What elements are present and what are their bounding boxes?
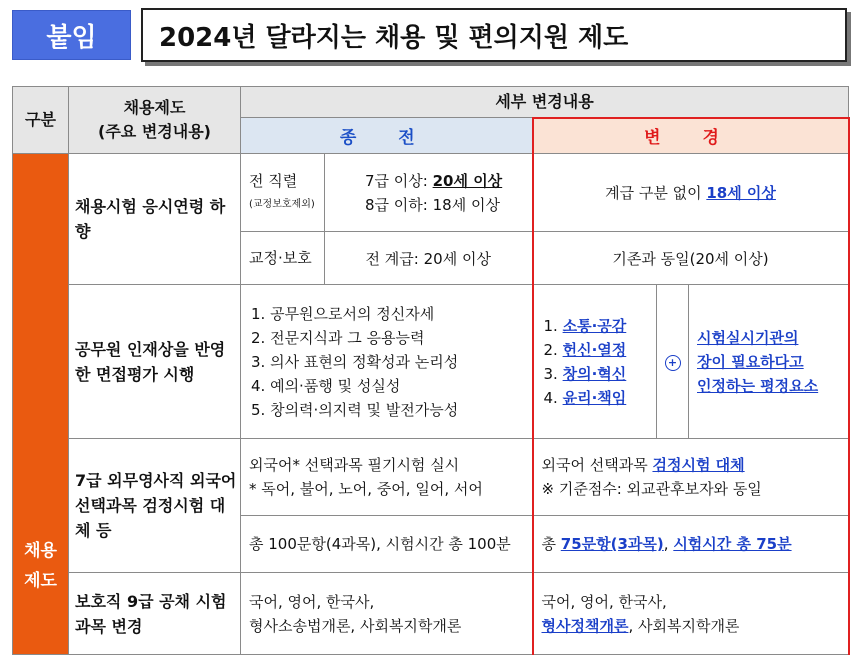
age-before-line1-em: 20세 이상 [432,171,503,190]
age-before-all [325,154,533,232]
header-detail: 세부 변경내용 [241,87,849,118]
language-after-2-c: (3과목) [610,535,664,553]
language-after-1-line2: ※ 기준점수: 외교관후보자와 동일 [541,480,762,498]
category-cell [13,154,69,655]
language-after-1 [533,439,849,516]
interview-before-item: 3. 의사 표현의 정확성과 논리성 [251,352,459,371]
language-after-2-e: 시험시간 총 75분 [673,535,792,553]
probation-after-line1: 국어, 영어, 한국사, [541,592,667,611]
group-all [241,154,325,232]
language-before-2: 총 100문항(4과목), 시험시간 총 100분 [241,516,533,573]
probation-after [533,573,849,655]
interview-after-item: 창의·혁신 [562,364,627,383]
language-before-1 [241,439,533,516]
language-after-1-em: 검정시험 대체 [652,456,745,474]
category-line1: 채용 [24,541,57,561]
age-before-line1-pre: 7급 이상: [365,171,433,190]
change-table-wrapper [12,86,850,655]
interview-extra-line: 장이 필요하다고 [697,352,804,371]
language-after-2-d: , [663,535,674,553]
age-after-correction: 기존과 동일(20세 이상) [533,232,849,285]
group-all-label: 전 직렬 [249,171,298,190]
age-before-line2: 8급 이하: 18세 이상 [365,195,500,214]
probation-after-em: 형사정책개론 [541,616,629,635]
age-before-correction: 전 계급: 20세 이상 [325,232,533,285]
interview-after [533,285,657,439]
header-before: 종 전 [241,118,533,154]
header-category: 구분 [13,87,69,154]
system-interview: 공무원 인재상을 반영한 면접평가 시행 [69,285,241,439]
plus-icon: + [665,355,681,371]
system-age: 채용시험 응시연령 하향 [69,154,241,285]
interview-after-num: 1. [543,316,558,335]
interview-before-item: 4. 예의·품행 및 성실성 [251,376,401,395]
age-after-pre: 계급 구분 없이 [605,184,707,202]
probation-before-line1: 국어, 영어, 한국사, [249,592,375,611]
interview-before-item: 5. 창의력·의지력 및 발전가능성 [251,400,459,419]
interview-after-num: 4. [543,388,558,407]
interview-after-item: 소통·공감 [562,316,627,335]
interview-extra-line: 인정하는 평정요소 [697,376,819,395]
interview-after-extra [689,285,849,439]
header-system [69,87,241,154]
group-correction: 교정·보호 [241,232,325,285]
language-after-2-b: 75문항 [560,535,611,553]
header-after: 변 경 [533,118,849,154]
interview-after-num: 2. [543,340,558,359]
language-before-1-line2: * 독어, 불어, 노어, 중어, 일어, 서어 [249,480,483,498]
language-before-1-line1: 외국어* 선택과목 필기시험 실시 [249,456,460,474]
system-probation: 보호직 9급 공채 시험과목 변경 [69,573,241,655]
interview-before-item: 1. 공무원으로서의 정신자세 [251,304,435,323]
page-title: 2024년 달라지는 채용 및 편의지원 제도 [141,8,847,62]
header-system-line1: 채용제도 [123,98,186,117]
probation-before [241,573,533,655]
system-language: 7급 외무영사직 외국어 선택과목 검정시험 대체 등 [69,439,241,573]
probation-after-rest: , 사회복지학개론 [628,616,740,635]
interview-after-item: 윤리·책임 [562,388,627,407]
interview-plus-cell [657,285,689,439]
change-table [12,86,850,655]
age-after-all [533,154,849,232]
attachment-badge: 붙임 [12,10,131,60]
language-after-1-pre: 외국어 선택과목 [541,456,653,474]
header-system-line2: (주요 변경내용) [98,122,211,141]
age-after-em: 18세 이상 [706,184,776,202]
language-after-2 [533,516,849,573]
interview-after-num: 3. [543,364,558,383]
interview-before-item: 2. 전문지식과 그 응용능력 [251,328,425,347]
category-line2: 제도 [24,571,57,591]
language-after-2-a: 총 [541,535,561,553]
probation-before-line2: 형사소송법개론, 사회복지학개론 [249,616,462,635]
group-all-note: (교정보호제외) [249,198,315,210]
interview-extra-line: 시험실시기관의 [697,328,799,347]
interview-after-item: 헌신·열정 [562,340,627,359]
interview-before [241,285,533,439]
